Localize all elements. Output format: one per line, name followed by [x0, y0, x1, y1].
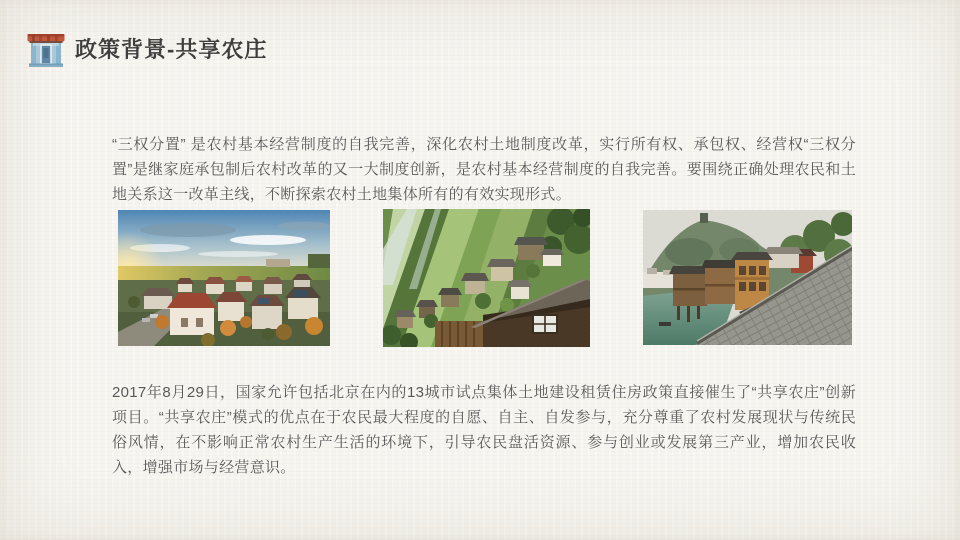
- policy-paragraph: 2017年8月29日，国家允许包括北京在内的13城市试点集体土地建设租赁住房政策直接催生了“共享农庄”创新项目。“共享农庄”模式的优点在于农民最大程度的自愿、自主、自发参与，充分尊重了农村发展现状与传统民俗风情，在不影响正常农村生产生活的环境下，引导农民盘活资源、参与创业或发展第三产业，增加农民收入，增强市场与经营意识。: [112, 384, 856, 476]
- village-aerial-sunset-photo: [118, 210, 330, 346]
- page-title: 政策背景-共享农庄: [75, 37, 268, 62]
- slide-header: [26, 28, 267, 69]
- ancient-town-tiled-roof-photo: [643, 210, 852, 345]
- intro-paragraph: “三权分置” 是农村基本经营制度的自我完善，深化农村土地制度改革，实行所有权、承包权、经营权“三权分置”是继家庭承包制后农村改革的又一大制度创新，是农村基本经营制度的自我完善。要围绕正确处理农民和土地关系这一改革主线，不断探索农村土地集体所有的有效实现形式。: [112, 136, 856, 203]
- photo-row: [118, 209, 852, 347]
- house-icon: [26, 28, 66, 69]
- alpine-hillside-village-photo: [383, 209, 590, 347]
